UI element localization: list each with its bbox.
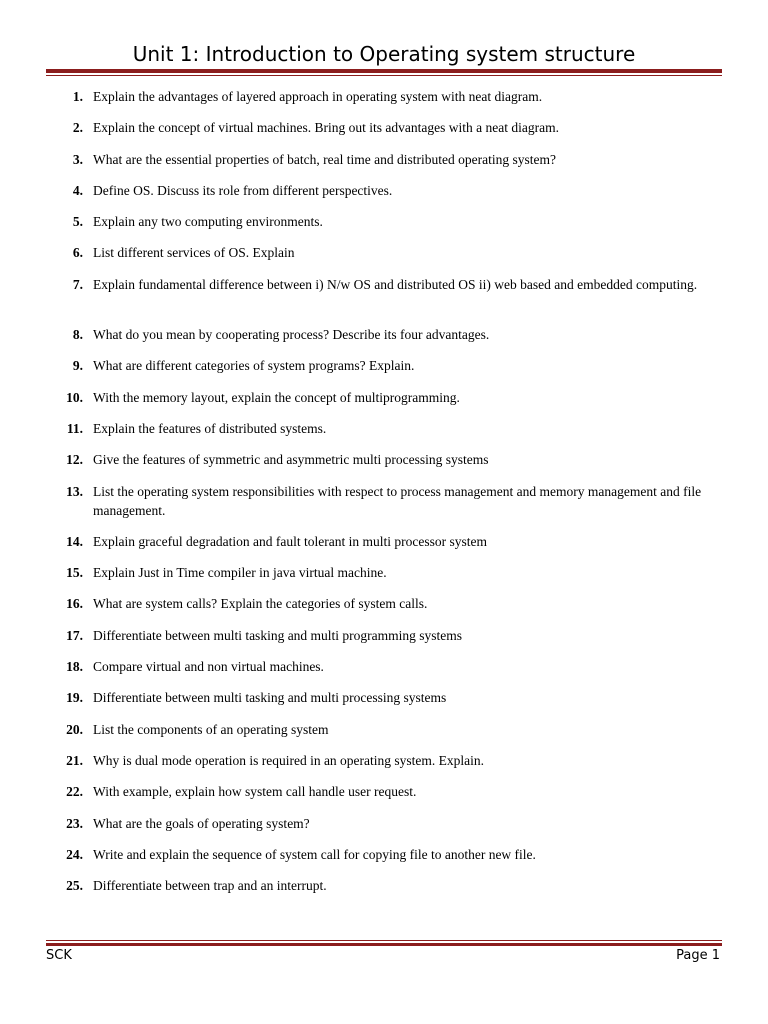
question-text: Differentiate between multi tasking and multi programming systems [93,627,463,643]
question-item [0,212,768,243]
question-item [0,150,768,181]
question-number: 15. [66,565,83,581]
question-text: List different services of OS. Explain [93,245,295,261]
question-number: 11. [66,420,83,436]
question-text: Compare virtual and non virtual machines. [93,659,324,675]
question-list [0,87,768,907]
question-number: 5. [72,214,83,230]
question-number: 6. [72,245,83,261]
question-number: 13. [66,483,83,499]
question-text: With example, explain how system call handle user request. [93,784,417,800]
question-text: Explain graceful degradation and fault tolerant in multi processor system [93,533,488,549]
page-title: Unit 1: Introduction to Operating system structure [132,42,636,66]
question-number: 18. [66,659,83,675]
question-text: Differentiate between trap and an interrupt. [93,878,327,894]
question-item [0,626,768,657]
question-text: List the operating system responsibilities with respect to process management and memory management and file management. [93,483,702,518]
question-number: 17. [66,627,83,643]
question-item [0,482,768,532]
question-number: 25. [66,878,83,894]
question-item [0,419,768,450]
question-text: Explain Just in Time compiler in java virtual machine. [93,565,387,581]
footer-page-number: Page 1 [676,948,720,963]
question-item [0,87,768,118]
question-text: Explain any two computing environments. [93,214,323,230]
question-text: Differentiate between multi tasking and multi processing systems [93,690,447,706]
question-item [0,450,768,481]
question-item [0,356,768,387]
question-text: Explain the advantages of layered approach in operating system with neat diagram. [93,89,543,104]
question-number: 14. [66,533,83,549]
question-text: With the memory layout, explain the concept of multiprogramming. [93,389,460,405]
question-text: Explain the concept of virtual machines. Bring out its advantages with a neat diagram. [93,120,559,136]
footer-divider-thin [46,940,722,941]
question-item [0,243,768,274]
question-item [0,275,768,325]
question-text: Why is dual mode operation is required in an operating system. Explain. [93,752,485,768]
footer-divider [46,940,722,949]
question-item [0,688,768,719]
question-number: 9. [72,358,83,374]
question-item [0,720,768,751]
question-text: Explain the features of distributed systems. [93,420,327,436]
footer-author: SCK [46,948,72,963]
question-item [0,594,768,625]
question-text: What are the goals of operating system? [93,815,310,831]
question-text: Give the features of symmetric and asymmetric multi processing systems [93,452,489,468]
question-number: 20. [66,721,83,737]
question-item [0,118,768,149]
question-item [0,388,768,419]
question-number: 19. [66,690,83,706]
question-item [0,751,768,782]
question-number: 1. [72,89,83,104]
title-divider-thin [46,75,722,76]
title-divider-thick [46,69,722,73]
question-text: Explain fundamental difference between i) N/w OS and distributed OS ii) web based and embedded computing. [93,276,698,292]
question-number: 2. [72,120,83,136]
question-number: 3. [72,151,83,167]
question-number: 22. [66,784,83,800]
question-number: 21. [66,752,83,768]
question-item [0,814,768,845]
question-text: Define OS. Discuss its role from different perspectives. [93,182,393,198]
question-number: 24. [66,846,83,862]
title-divider [46,69,722,79]
question-number: 23. [66,815,83,831]
question-item [0,325,768,356]
question-text: What are different categories of system programs? Explain. [93,358,415,374]
question-number: 10. [66,389,83,405]
question-item [0,563,768,594]
question-item [0,845,768,876]
question-number: 8. [72,327,83,343]
question-text: What are system calls? Explain the categories of system calls. [93,596,428,612]
question-number: 7. [72,276,83,292]
question-number: 12. [66,452,83,468]
question-number: 16. [66,596,83,612]
question-item [0,181,768,212]
question-text: What do you mean by cooperating process? Describe its four advantages. [93,327,490,343]
question-text: What are the essential properties of batch, real time and distributed operating system? [93,151,556,167]
question-number: 4. [72,182,83,198]
question-item [0,782,768,813]
question-item [0,876,768,907]
question-item [0,532,768,563]
question-text: Write and explain the sequence of system call for copying file to another new file. [93,846,536,862]
question-text: List the components of an operating system [93,721,329,737]
footer-divider-thick [46,943,722,946]
question-item [0,657,768,688]
